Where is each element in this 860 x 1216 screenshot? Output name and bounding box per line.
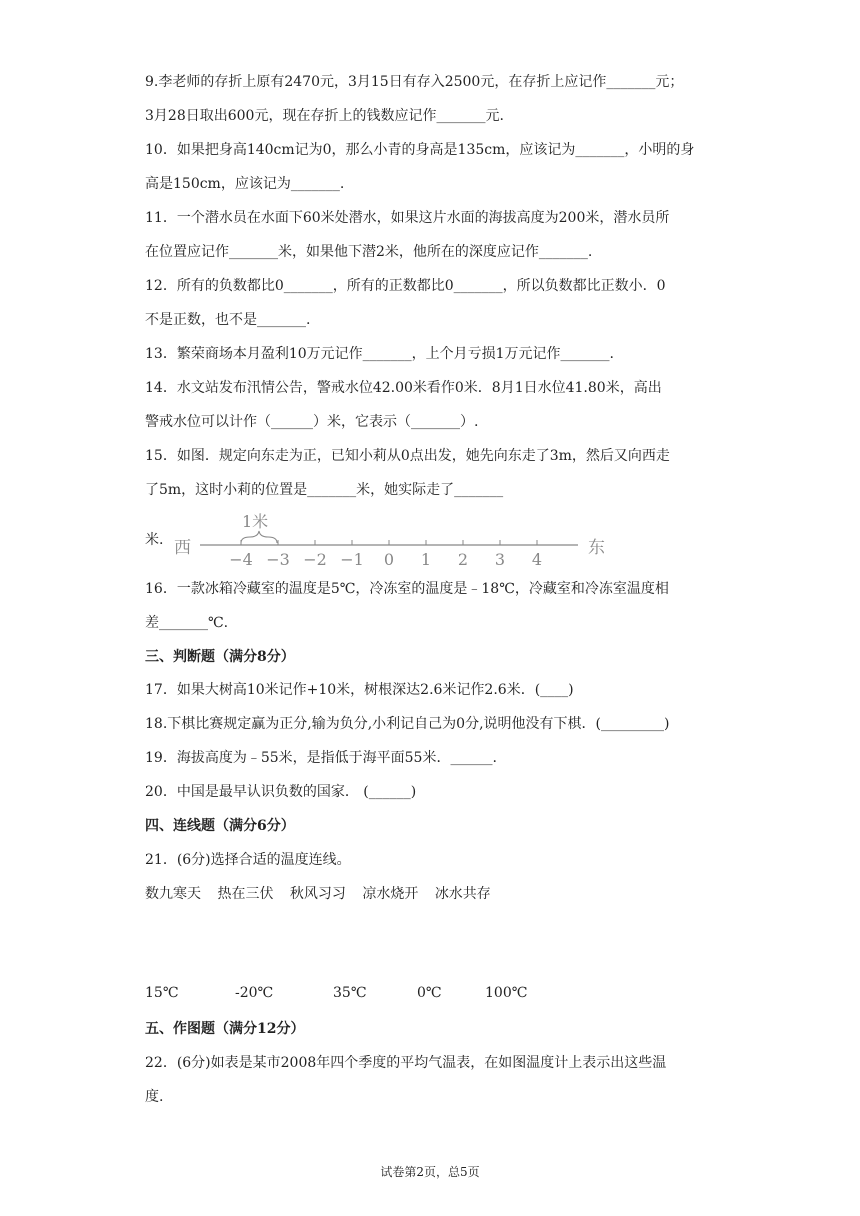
q9-line1: 9.李老师的存折上原有2470元，3月15日有存入2500元，在存折上应记作_______元； — [145, 74, 684, 90]
tick-label: 0 — [383, 550, 395, 569]
tick-label: −3 — [266, 550, 290, 569]
q13: 13．繁荣商场本月盈利10万元记作_______，上个月亏损1万元记作_______. — [145, 346, 614, 362]
q15-line2: 了5m，这时小莉的位置是_______米，她实际走了_______ — [145, 482, 504, 498]
unit-brace — [241, 531, 277, 543]
tick-label: 1 — [420, 550, 432, 569]
q21-temp: 35℃ — [333, 985, 367, 1001]
q16-line1: 16．一款冰箱冷藏室的温度是5℃，冷冻室的温度是﹣18℃，冷藏室和冷冻室温度相 — [145, 581, 669, 597]
q18: 18.下棋比赛规定赢为正分,输为负分,小利记自己为0分,说明他没有下棋．(_________) — [145, 716, 670, 732]
number-line-figure — [170, 509, 620, 569]
tick-label: −4 — [229, 550, 253, 569]
q12-line2: 不是正数，也不是_______. — [145, 312, 311, 328]
q10-line2: 高是150cm，应该记为_______. — [145, 176, 345, 192]
q21-item: 凉水烧开 — [362, 886, 419, 902]
q9-line2: 3月28日取出600元，现在存折上的钱数应记作_______元. — [145, 108, 504, 124]
q22-line1: 22．(6分)如表是某市2008年四个季度的平均气温表，在如图温度计上表示出这些温 — [145, 1055, 667, 1071]
tick-marks — [229, 540, 542, 569]
q21-item: 数九寒天 — [145, 886, 201, 902]
q21-item: 热在三伏 — [217, 886, 274, 902]
q19: 19．海拔高度为﹣55米，是指低于海平面55米．______. — [145, 750, 497, 766]
q11-line2: 在位置应记作_______米，如果他下潜2米，他所在的深度应记作_______. — [145, 244, 593, 260]
q10-line1: 10．如果把身高140cm记为0，那么小青的身高是135cm，应该记为_______，小明的身 — [145, 142, 695, 158]
q21-temp: 100℃ — [485, 985, 528, 1001]
q21-temp: -20℃ — [235, 985, 274, 1001]
section-3-heading: 三、判断题（满分8分） — [145, 649, 295, 665]
west-label: 西 — [174, 538, 191, 558]
tick-label: −2 — [303, 550, 327, 569]
page-footer: 试卷第2页，总5页 — [380, 1165, 480, 1179]
section-5-heading: 五、作图题（满分12分） — [145, 1021, 305, 1037]
q15-line3: 米. — [145, 532, 164, 548]
q21-temp: 15℃ — [145, 985, 179, 1001]
unit-label: 1米 — [242, 512, 269, 531]
q20: 20．中国是最早认识负数的国家． (______) — [145, 784, 417, 800]
q21-item: 冰水共存 — [434, 886, 491, 902]
q17: 17．如果大树高10米记作+10米，树根深达2.6米记作2.6米．(____) — [145, 682, 574, 698]
q21-temp: 0℃ — [417, 985, 442, 1001]
q21-items — [145, 884, 491, 904]
section-4-heading: 四、连线题（满分6分） — [145, 818, 295, 834]
q16-line2: 差_______℃. — [145, 615, 229, 631]
q21: 21．(6分)选择合适的温度连线。 — [145, 852, 351, 868]
east-label: 东 — [588, 538, 605, 558]
tick-label: 3 — [494, 550, 506, 569]
q14-line1: 14．水文站发布汛情公告，警戒水位42.00米看作0米．8月1日水位41.80米，高出 — [145, 380, 662, 396]
q15-line1: 15．如图．规定向东走为正，已知小莉从0点出发，她先向东走了3m，然后又向西走 — [145, 448, 670, 464]
tick-label: −1 — [340, 550, 364, 569]
q22-line2: 度. — [145, 1089, 164, 1105]
q12-line1: 12．所有的负数都比0_______，所有的正数都比0_______，所以负数都比正数小．0 — [145, 278, 666, 294]
tick-label: 4 — [531, 550, 543, 569]
q21-item: 秋风习习 — [289, 886, 346, 902]
q11-line1: 11．一个潜水员在水面下60米处潜水，如果这片水面的海拔高度为200米，潜水员所 — [145, 210, 670, 226]
q21-temperatures — [145, 985, 545, 1005]
q14-line2: 警戒水位可以计作（______）米，它表示（_______）. — [145, 414, 479, 430]
tick-label: 2 — [457, 550, 469, 569]
